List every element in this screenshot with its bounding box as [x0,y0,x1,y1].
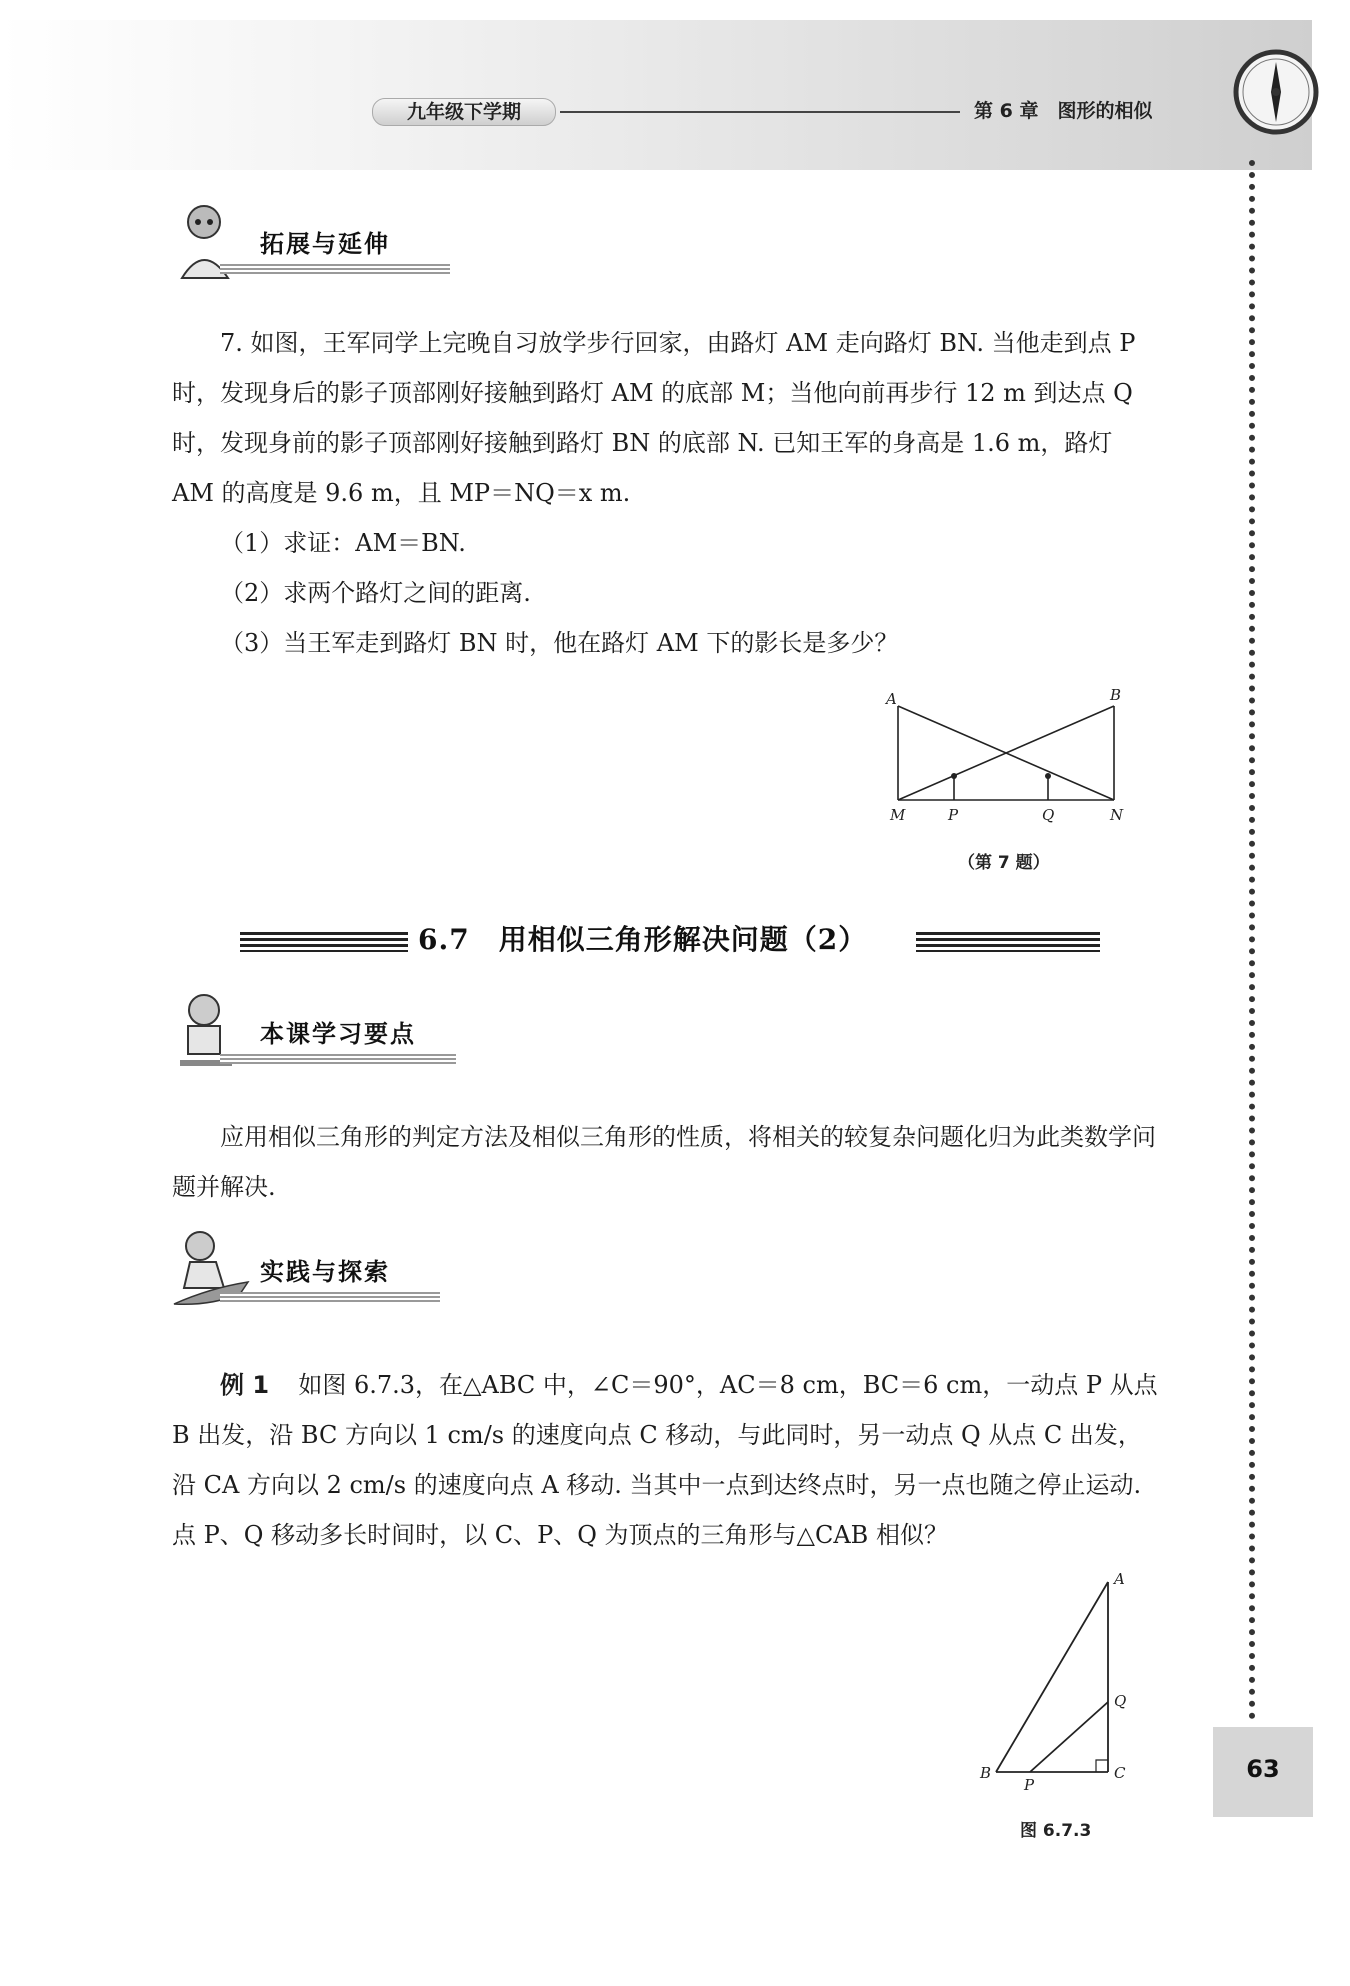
problem-7-q3: （3）当王军走到路灯 BN 时，他在路灯 AM 下的影长是多少？ [220,629,899,657]
page-number-box [1213,1727,1313,1817]
problem-7 [172,318,1160,668]
problem-7-q1: （1）求证：AM＝BN. [220,529,466,557]
example-1 [172,1360,1160,1560]
label-C: C [1114,1764,1126,1782]
label-Q: Q [1042,806,1055,824]
banner-extension [160,200,460,280]
chapter-label: 第 6 章 图形的相似 [974,100,1153,122]
banner-key-points [160,990,460,1070]
label-M: M [890,806,906,824]
label-B: B [980,1764,992,1782]
problem-7-q2: （2）求两个路灯之间的距离. [220,579,531,607]
header-band [0,20,1312,170]
key-points-text: 应用相似三角形的判定方法及相似三角形的性质，将相关的较复杂问题化归为此类数学问题并解决. [172,1123,1156,1201]
figure-6-7-3 [976,1568,1146,1808]
figure-6-7-3-caption: 图 6.7.3 [1020,1821,1092,1841]
banner-key-points-title: 本课学习要点 [260,1020,416,1048]
page-number: 63 [1246,1755,1280,1783]
label-Q: Q [1114,1692,1127,1710]
grade-label: 九年级下学期 [372,98,556,126]
label-N: N [1110,806,1124,824]
banner-extension-title: 拓展与延伸 [260,230,390,258]
banner-practice-title: 实践与探索 [260,1258,390,1286]
problem-7-intro: 7. 如图，王军同学上完晚自习放学步行回家，由路灯 AM 走向路灯 BN. 当他走到点 P 时，发现身后的影子顶部刚好接触到路灯 AM 的底部 M；当他向前再步行 12 m 到达点 Q 时，发现身前的影子顶部刚好接触到路灯 BN 的底部 N. 已知王军的身高是 1.6 m，路灯 AM 的高度是 9.6 m，且 MP＝NQ＝x m. [172,329,1136,507]
label-P: P [948,806,959,824]
margin-dotted-rule [1249,160,1255,1720]
section-title: 6.7 用相似三角形解决问题（2） [418,923,868,956]
example-1-label: 例 1 [220,1371,270,1399]
label-A: A [886,690,897,708]
page-header [0,0,1350,172]
header-rule [560,111,960,113]
example-1-text: 如图 6.7.3，在△ABC 中，∠C＝90°，AC＝8 cm，BC＝6 cm，一动点 P 从点 B 出发，沿 BC 方向以 1 cm/s 的速度向点 C 移动，与此同时，另一动点 Q 从点 C 出发，沿 CA 方向以 2 cm/s 的速度向点 A 移动. 当其中一点到达终点时，另一点也随之停止运动. 点 P、Q 移动多长时间时，以 C、P、Q 为顶点的三角形与△CAB 相似？ [172,1371,1158,1549]
label-B: B [1110,686,1122,704]
problem-7-figure [878,684,1138,824]
problem-7-caption: （第 7 题） [958,853,1050,873]
section-heading [240,918,1100,968]
banner-practice [160,1228,460,1308]
label-A: A [1114,1570,1125,1588]
compass-icon [1230,46,1322,138]
label-P: P [1024,1776,1035,1794]
